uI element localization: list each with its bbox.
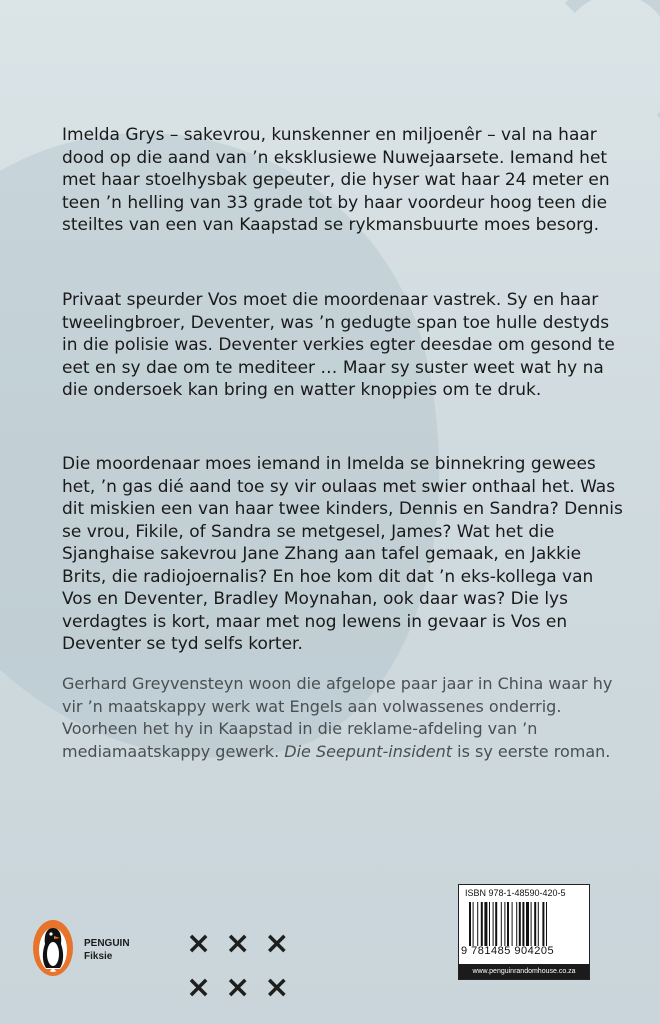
blurb-paragraph-1: Imelda Grys – sakevrou, kunskenner en miljoenêr – val na haar dood op die aand van ’n eksklusiewe Nuwejaarsete. Iemand het met haar stoelhysbak gepeuter, die hyser wat haar 24 meter en teen ’n helling van 33 grade tot by haar voordeur hoog teen die steiltes van een van Kaapstad se rykmansbuurte moes besorg. [62,125,610,235]
blurb-paragraph-3: Die moordenaar moes iemand in Imelda se binnekring gewees het, ’n gas dié aand toe sy vir oulaas met swier onthaal het. Was dit miskien een van haar twee kinders, Dennis en Sandra? Dennis se vrou, Fikile, of Sandra se metgesel, James? Wat het die Sjanghaise sakevrou Jane Zhang aan tafel gemaak, en Jakkie Brits, die radiojoernalis? En hoe kom dit dat ’n eks-kollega van Vos en Deventer, Bradley Moynahan, ook daar was? Die lys verdagtes is kort, maar met nog lewens in gevaar is Vos en Deventer se tyd selfs korter. [62,454,623,654]
publisher-brand: PENGUIN [84,938,130,949]
author-bio-text-end: is sy eerste roman. [452,741,611,761]
barcode-icon [469,902,581,946]
decorative-crosses [186,922,316,1005]
book-title: Die Seepunt-insident [284,741,453,761]
blurb-paragraph-2: Privaat speurder Vos moet die moordenaar vastrek. Sy en haar tweelingbroer, Deventer, was ’n gedugte span toe hulle destyds in die polisie was. Deventer verkies egter deesdae om gesond te eet en sy dae om te mediteer … Maar sy suster weet wat hy na die ondersoek kan bring en watter knoppies om te druk. [62,290,615,400]
barcode-box [458,884,590,980]
author-bio-text: Gerhard Greyvensteyn woon die afgelope paar jaar in China waar hy vir ’n maatskappy werk wat Engels aan volwassenes onderrig. Voorheen het hy in Kaapstad in die reklame-afdeling van ’n mediamaatskappy gewerk. [62,674,613,761]
barcode-digits: 9 781485 904205 [461,945,555,957]
author-bio [62,673,628,763]
crosses-row-1: ××× [186,926,304,961]
publisher-imprint: Fiksie [84,951,113,962]
penguin-logo-icon [30,918,76,978]
publisher-url: www.penguinrandomhouse.co.za [459,964,589,979]
crosses-row-2: ××× [186,970,304,1005]
publisher-name [84,937,130,963]
isbn-label: ISBN 978-1-48590-420-5 [465,888,566,898]
